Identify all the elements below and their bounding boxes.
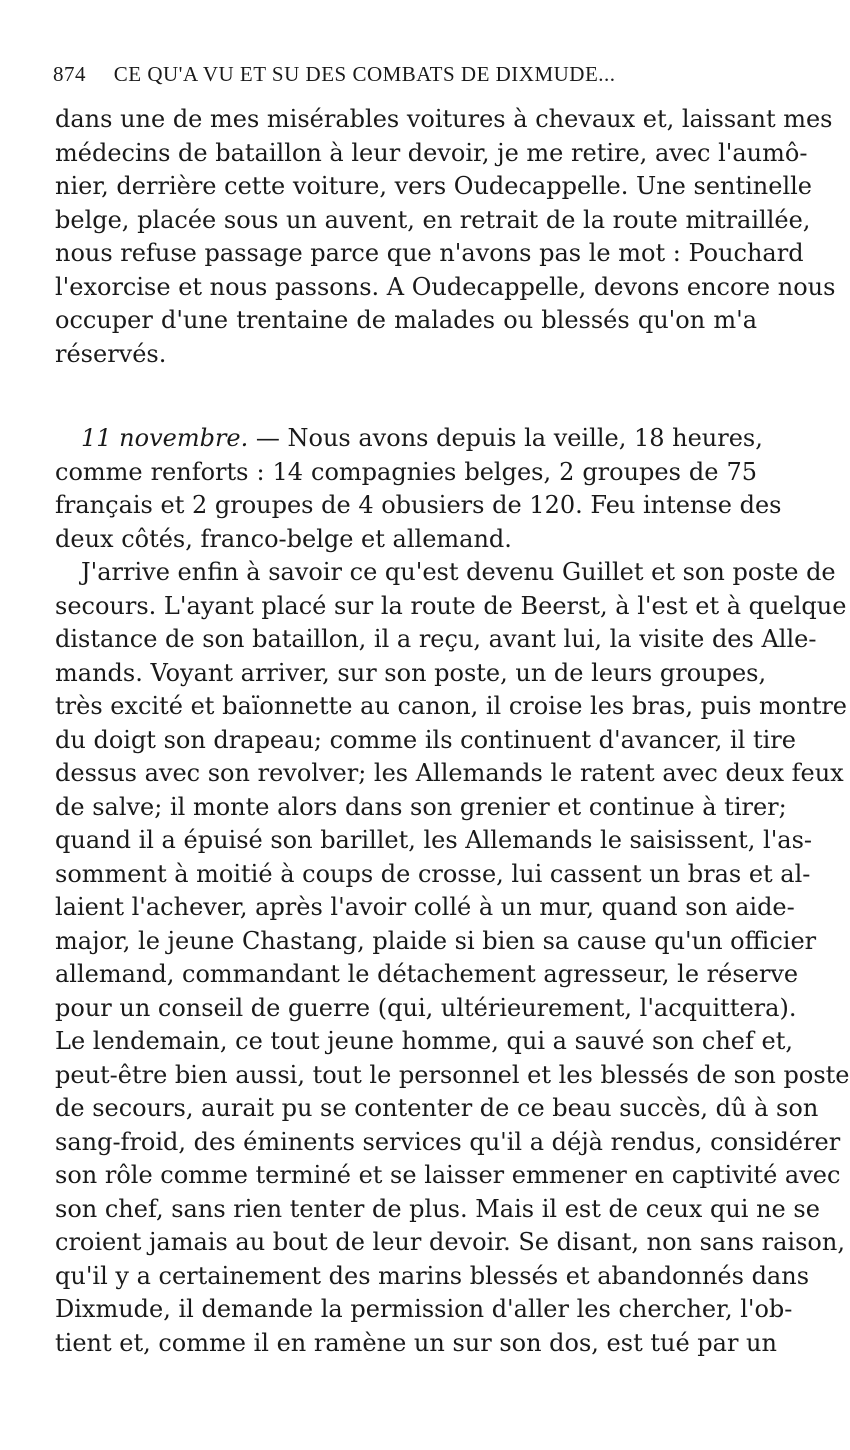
text-line: allemand, commandant le détachement agresseur, le réserve bbox=[55, 960, 799, 988]
text-line: occuper d'une trentaine de malades ou blessés qu'on m'a bbox=[55, 306, 757, 334]
text-line: son chef, sans rien tenter de plus. Mais il est de ceux qui ne se bbox=[55, 1194, 820, 1223]
text-line: Dixmude, il demande la permission d'aller les chercher, l'ob- bbox=[55, 1295, 793, 1323]
text-line: du doigt son drapeau; comme ils continuent d'avancer, il tire bbox=[55, 725, 796, 754]
paragraph-1 bbox=[55, 103, 836, 371]
date-label: 11 novembre. bbox=[81, 424, 249, 452]
text-line: belge, placée sous un auvent, en retrait de la route mitraillée, bbox=[55, 205, 811, 234]
text-line: médecins de bataillon à leur devoir, je me retire, avec l'aumô- bbox=[55, 138, 808, 167]
text-line: laient l'achever, après l'avoir collé à un mur, quand son aide- bbox=[55, 893, 795, 921]
text-line: mands. Voyant arriver, sur son poste, un de leurs groupes, bbox=[55, 658, 767, 687]
text-line: français et 2 groupes de 4 obusiers de 120. Feu intense des bbox=[55, 491, 782, 519]
text-line: réservés. bbox=[55, 339, 167, 368]
text-line: peut-être bien aussi, tout le personnel et les blessés de son poste bbox=[55, 1060, 850, 1089]
text-line: major, le jeune Chastang, plaide si bien sa cause qu'un officier bbox=[55, 926, 817, 955]
running-title: CE QU'A VU ET SU DES COMBATS DE DIXMUDE... bbox=[113, 62, 616, 86]
text-line: distance de son bataillon, il a reçu, avant lui, la visite des Alle- bbox=[55, 625, 817, 653]
text-line: deux côtés, franco-belge et allemand. bbox=[55, 524, 512, 553]
text-line: pour un conseil de guerre (qui, ultérieurement, l'acquittera). bbox=[55, 993, 797, 1022]
text-line: comme renforts : 14 compagnies belges, 2 groupes de 75 bbox=[55, 457, 757, 486]
paragraph-2 bbox=[55, 422, 782, 556]
text-line: croient jamais au bout de leur devoir. Se disant, non sans raison, bbox=[55, 1228, 845, 1256]
text-line bbox=[55, 422, 763, 456]
text-line: nier, derrière cette voiture, vers Oudecappelle. Une sentinelle bbox=[55, 172, 813, 200]
text-line: tient et, comme il en ramène un sur son dos, est tué par un bbox=[55, 1328, 777, 1357]
body-text bbox=[55, 103, 850, 1360]
text-line: sang-froid, des éminents services qu'il a déjà rendus, considérer bbox=[55, 1127, 841, 1156]
text-line: l'exorcise et nous passons. A Oudecappelle, devons encore nous bbox=[55, 272, 836, 301]
running-head bbox=[53, 62, 753, 92]
page-number: 874 bbox=[53, 62, 86, 86]
text-line: qu'il y a certainement des marins blessés et abandonnés dans bbox=[55, 1261, 810, 1290]
text-line: quand il a épuisé son barillet, les Allemands le saisissent, l'as- bbox=[55, 826, 813, 854]
text-line: dans une de mes misérables voitures à chevaux et, laissant mes bbox=[55, 105, 833, 133]
text-line: de salve; il monte alors dans son grenier et continue à tirer; bbox=[55, 792, 787, 821]
text-line: dessus avec son revolver; les Allemands le ratent avec deux feux bbox=[55, 759, 844, 787]
text-line: Le lendemain, ce tout jeune homme, qui a sauvé son chef et, bbox=[55, 1027, 793, 1055]
text-line: secours. L'ayant placé sur la route de Beerst, à l'est et à quelque bbox=[55, 591, 847, 620]
paragraph-gap bbox=[55, 371, 757, 422]
text-line: J'arrive enfin à savoir ce qu'est devenu Guillet et son poste de bbox=[81, 558, 836, 586]
paragraph-3 bbox=[55, 556, 850, 1360]
date-line-rest: — Nous avons depuis la veille, 18 heures, bbox=[248, 424, 763, 452]
text-line: très excité et baïonnette au canon, il croise les bras, puis montre bbox=[55, 692, 848, 720]
text-line: de secours, aurait pu se contenter de ce beau succès, dû à son bbox=[55, 1094, 819, 1122]
text-line: somment à moitié à coups de crosse, lui cassent un bras et al- bbox=[55, 859, 811, 888]
text-line: nous refuse passage parce que n'avons pas le mot : Pouchard bbox=[55, 239, 804, 267]
text-line: son rôle comme terminé et se laisser emmener en captivité avec bbox=[55, 1161, 841, 1189]
